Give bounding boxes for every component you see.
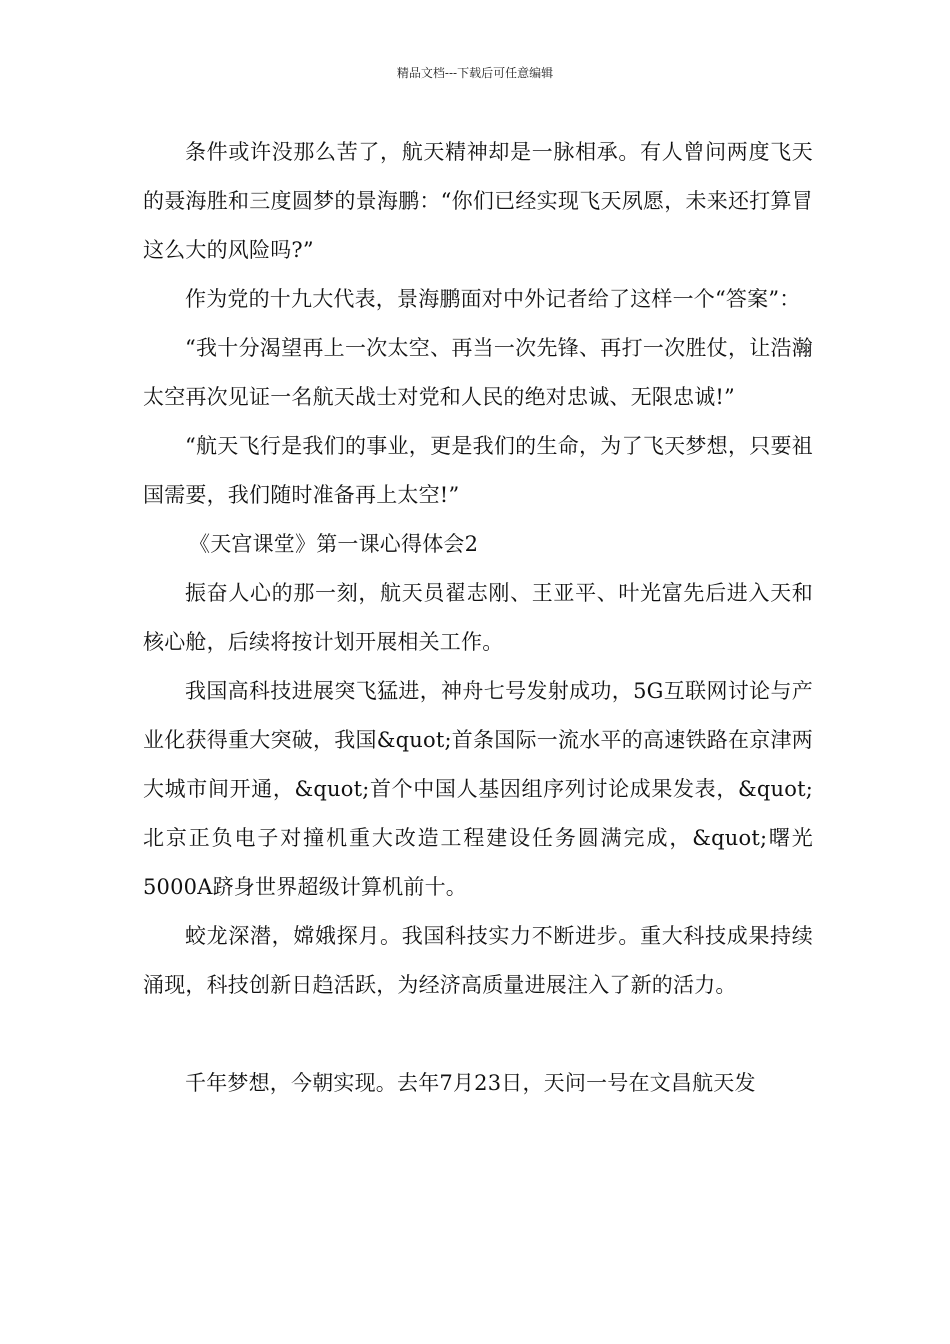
paragraph-1: 条件或许没那么苦了，航天精神却是一脉相承。有人曾问两度飞天的聂海胜和三度圆梦的景海鹏：“你们已经实现飞天夙愿，未来还打算冒这么大的风险吗?” [143,140,813,262]
paragraph-7: 蛟龙深潜，嫦娥探月。我国科技实力不断进步。重大科技成果持续涌现，科技创新日趋活跃，为经济高质量进展注入了新的活力。 [143,924,813,997]
paragraph-4-quote: “航天飞行是我们的事业，更是我们的生命，为了飞天梦想，只要祖国需要，我们随时准备再上太空!” [143,434,813,507]
paragraph-8: 千年梦想，今朝实现。去年7月23日，天问一号在文昌航天发 [185,1071,756,1095]
paragraph-2: 作为党的十九大代表，景海鹏面对中外记者给了这样一个“答案”： [185,287,801,311]
paragraph-3-quote: “我十分渴望再上一次太空、再当一次先锋、再打一次胜仗，让浩瀚太空再次见证一名航天战士对党和人民的绝对忠诚、无限忠诚!” [143,336,813,409]
document-body [143,128,813,1108]
page-header: 精品文档---下载后可任意编辑 [396,66,554,80]
paragraph-5: 振奋人心的那一刻，航天员翟志刚、王亚平、叶光富先后进入天和核心舱，后续将按计划开展相关工作。 [143,581,813,654]
paragraph-6: 我国高科技进展突飞猛进，神舟七号发射成功，5G互联网讨论与产业化获得重大突破，我国&quot;首条国际一流水平的高速铁路在京津两大城市间开通，&quot;首个中国人基因组序列讨论成果发表，&quot;北京正负电子对撞机重大改造工程建设任务圆满完成，&quot;曙光5000A跻身世界超级计算机前十。 [143,679,813,899]
section-title: 《天宫课堂》第一课心得体会2 [189,532,479,556]
